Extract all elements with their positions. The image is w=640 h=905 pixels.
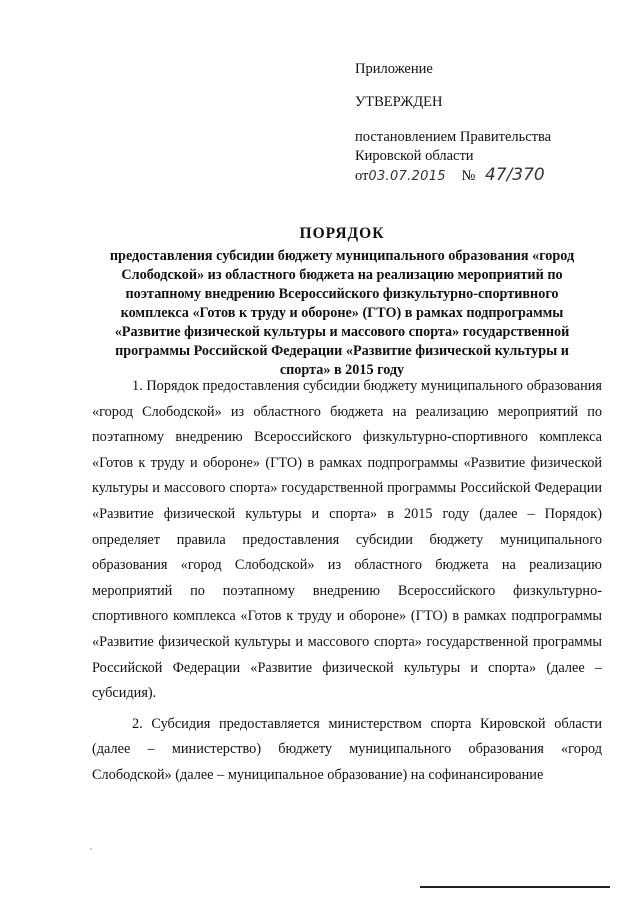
document-subtitle: предоставления субсидии бюджету муниципального образования «город Слободской» из областного бюджета на реализацию мероприятий по поэтапному внедрению Всероссийского физкультурно-спортивного комплекса «Готов к труду и обороне» (ГТО) в рамках подпрограммы «Развитие физической культуры и массового спорта» государственной программы Российской Федерации «Развитие физической культуры и спорта» в 2015 году	[109, 248, 575, 378]
document-body	[92, 374, 602, 789]
decree-line-1: постановлением Правительства	[355, 129, 552, 145]
date-number-line	[355, 166, 615, 186]
approved-label: УТВЕРЖДЕН	[355, 94, 443, 110]
date-prefix: от	[355, 168, 369, 184]
handwritten-date: 03.07.2015	[368, 169, 446, 184]
document-title: ПОРЯДОК	[299, 225, 385, 242]
approval-block	[355, 60, 615, 186]
document-title-block	[92, 225, 592, 380]
footer-rule	[420, 886, 610, 888]
appendix-label: Приложение	[355, 61, 433, 77]
paragraph-1: 1. Порядок предоставления субсидии бюджету муниципального образования «город Слободской» из областного бюджета на реализацию мероприятий по поэтапному внедрению Всероссийского физкультурно-спортивного комплекса «Готов к труду и обороне» (ГТО) в рамках подпрограммы «Развитие физической культуры и массового спорта» государственной программы Российской Федерации «Развитие физической культуры и спорта» в 2015 году (далее – Порядок) определяет правила предоставления субсидии бюджету муниципального образования «город Слободской» из областного бюджета на реализацию мероприятий по поэтапному внедрению Всероссийского физкультурно-спортивного комплекса «Готов к труду и обороне» (ГТО) в рамках подпрограммы «Развитие физической культуры и массового спорта» государственной программы Российской Федерации «Развитие физической культуры и спорта» (далее – субсидия).	[92, 378, 602, 702]
decree-line-2: Кировской области	[355, 148, 474, 164]
paragraph-2: 2. Субсидия предоставляется министерством спорта Кировской области (далее – министерство) бюджету муниципального образования «город Слободской» (далее – муниципальное образование) на софинансирование	[92, 715, 602, 783]
number-sign: №	[461, 168, 476, 184]
scan-speck	[90, 848, 92, 850]
handwritten-number: 47/370	[484, 165, 545, 185]
